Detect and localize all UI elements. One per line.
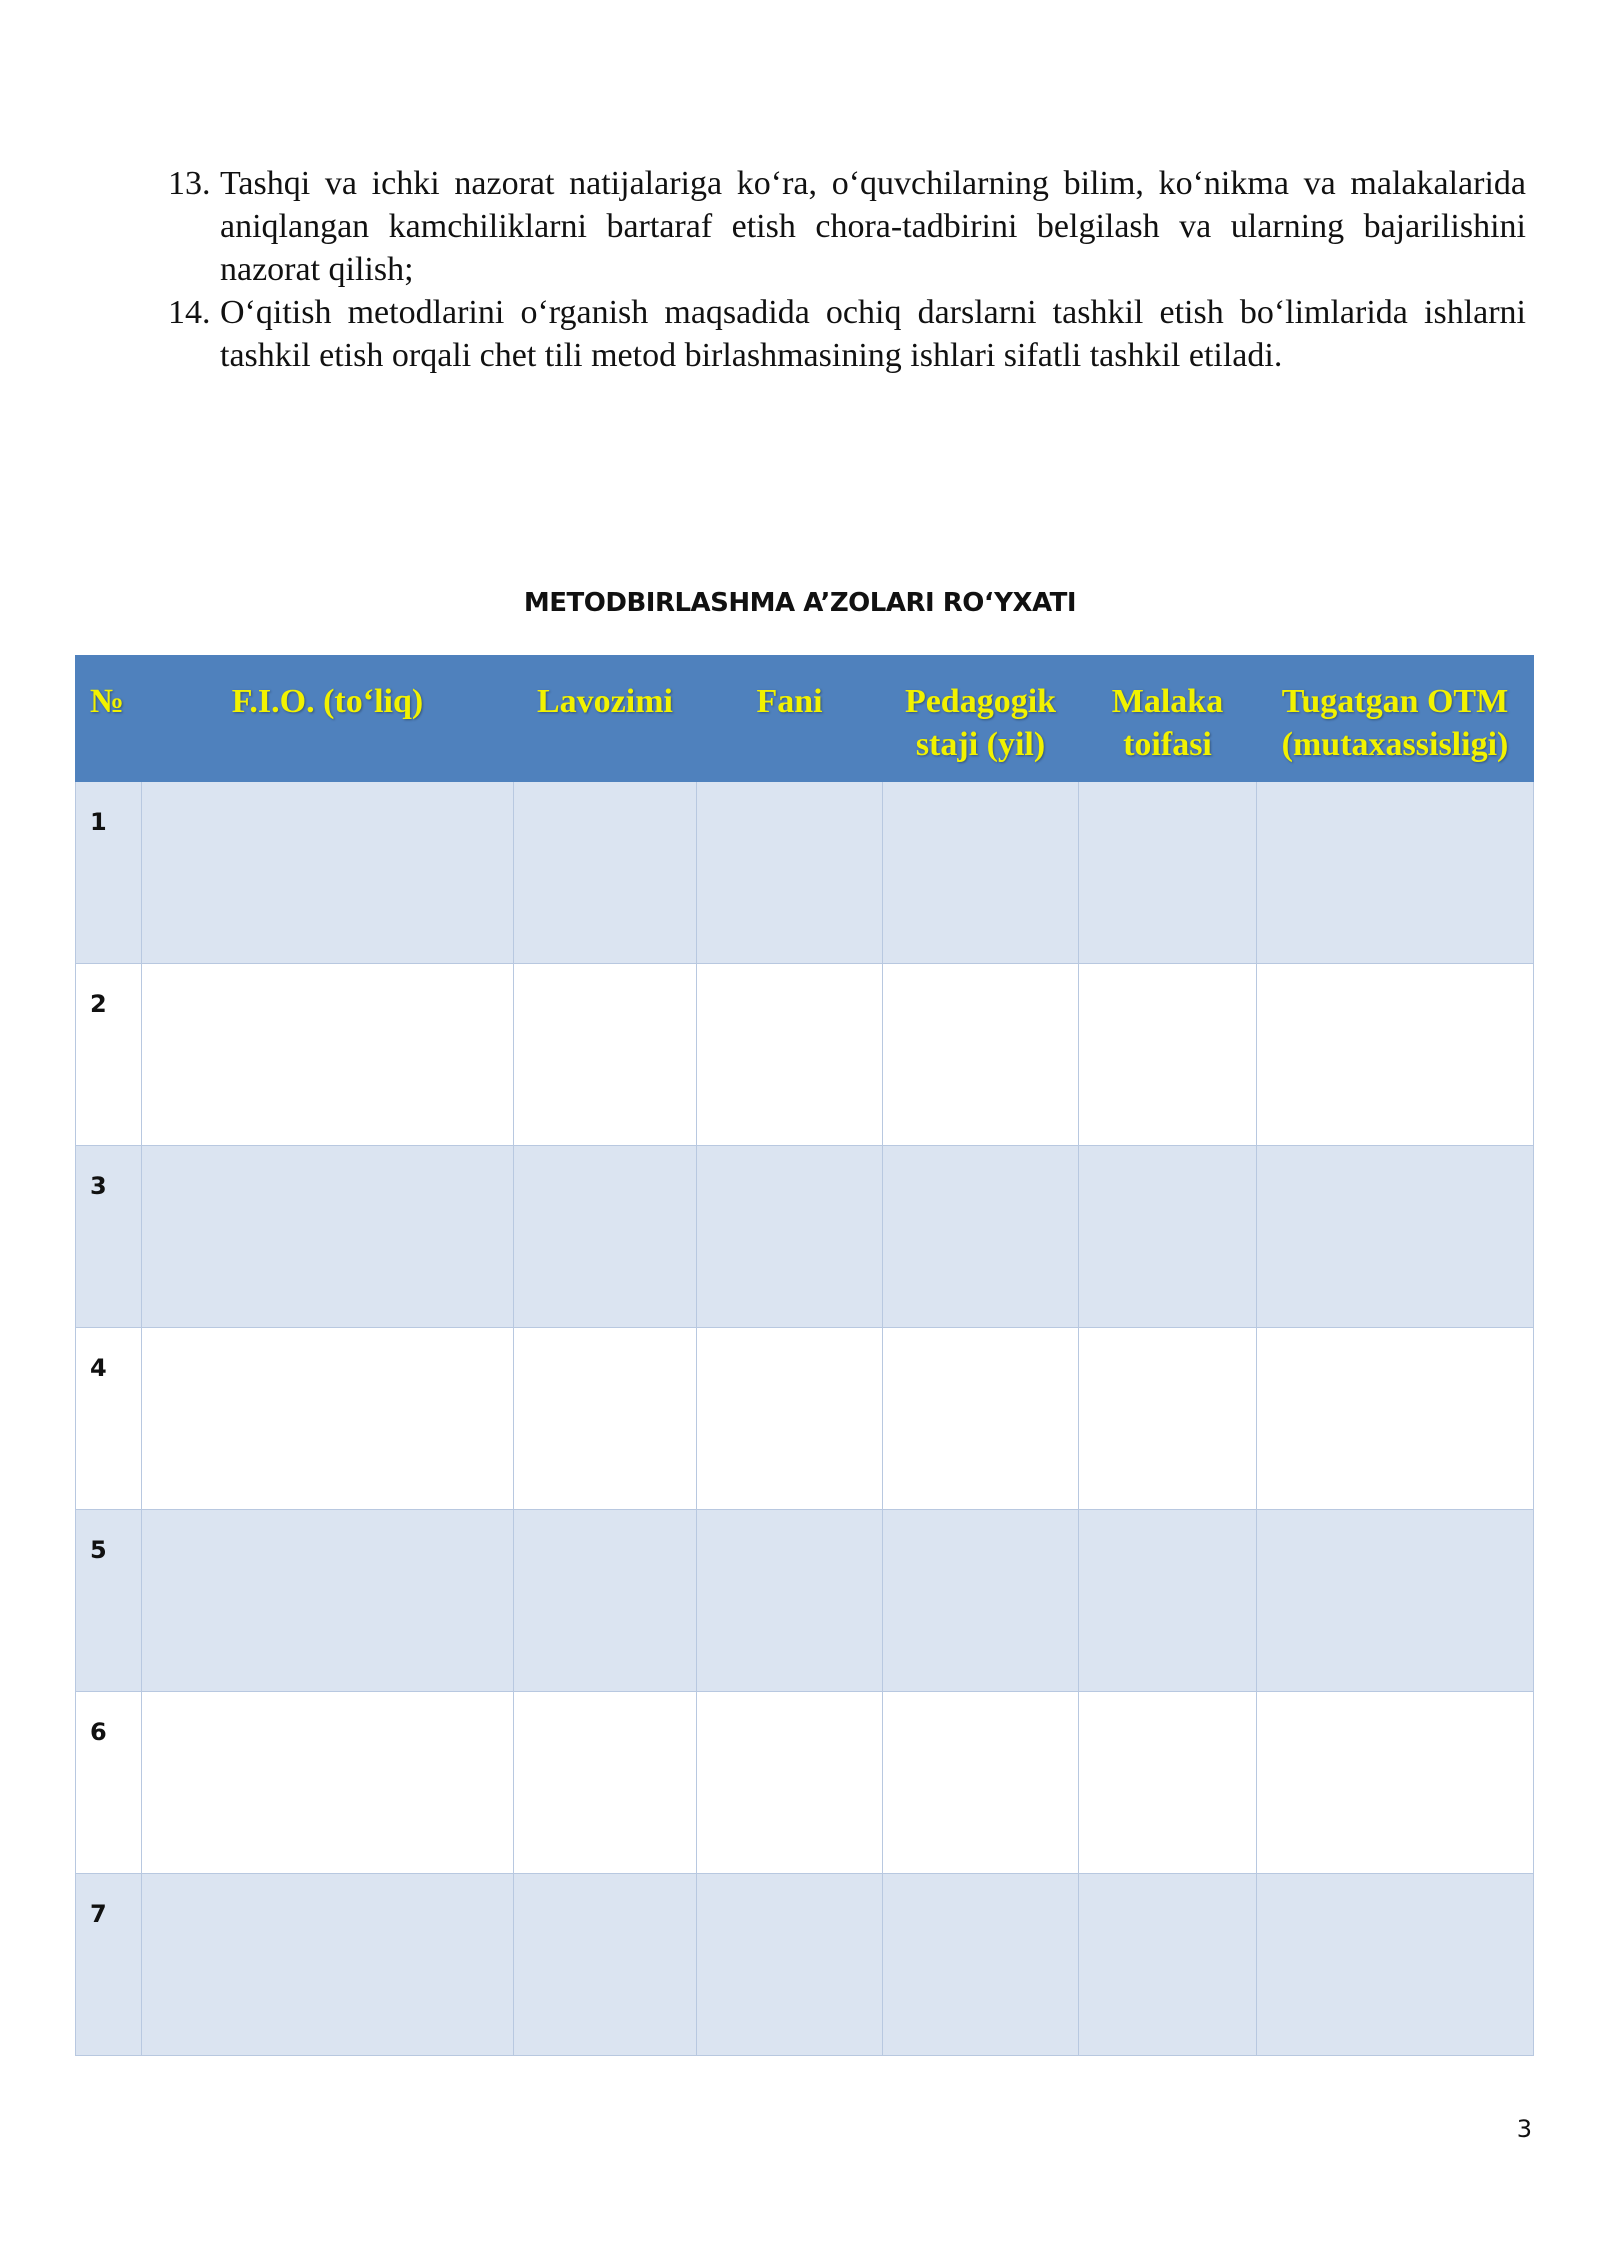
header-category: Malaka toifasi bbox=[1079, 656, 1257, 782]
category-cell[interactable] bbox=[1079, 1510, 1257, 1692]
members-table bbox=[75, 655, 1534, 2056]
list-item-text: O‘qitish metodlarini o‘rganish maqsadida ochiq darslarni tashkil etish bo‘limlarida ishlarni tashkil etish orqali chet tili metod birlashmasining ishlari sifatli tashkil etiladi. bbox=[220, 294, 1526, 374]
experience-cell[interactable] bbox=[883, 964, 1079, 1146]
position-cell[interactable] bbox=[514, 782, 697, 964]
header-university: Tugatgan OTM (mutaxassisligi) bbox=[1257, 656, 1534, 782]
position-cell[interactable] bbox=[514, 1510, 697, 1692]
university-cell[interactable] bbox=[1257, 1146, 1534, 1328]
list-item bbox=[168, 291, 1526, 377]
table-row bbox=[76, 1874, 1534, 2056]
row-number: 4 bbox=[76, 1328, 142, 1510]
subject-cell[interactable] bbox=[697, 1692, 883, 1874]
subject-cell[interactable] bbox=[697, 1874, 883, 2056]
subject-cell[interactable] bbox=[697, 782, 883, 964]
university-cell[interactable] bbox=[1257, 1510, 1534, 1692]
row-number: 3 bbox=[76, 1146, 142, 1328]
fio-cell[interactable] bbox=[142, 1510, 514, 1692]
position-cell[interactable] bbox=[514, 964, 697, 1146]
table-row bbox=[76, 1692, 1534, 1874]
numbered-list bbox=[168, 162, 1526, 377]
table-header-row bbox=[76, 656, 1534, 782]
fio-cell[interactable] bbox=[142, 782, 514, 964]
university-cell[interactable] bbox=[1257, 964, 1534, 1146]
fio-cell[interactable] bbox=[142, 964, 514, 1146]
list-item bbox=[168, 162, 1526, 291]
experience-cell[interactable] bbox=[883, 1692, 1079, 1874]
list-item-number: 13. bbox=[168, 165, 211, 202]
category-cell[interactable] bbox=[1079, 964, 1257, 1146]
header-fio: F.I.O. (to‘liq) bbox=[142, 656, 514, 782]
table-row bbox=[76, 964, 1534, 1146]
table-row bbox=[76, 1510, 1534, 1692]
subject-cell[interactable] bbox=[697, 964, 883, 1146]
table-row bbox=[76, 1146, 1534, 1328]
row-number: 6 bbox=[76, 1692, 142, 1874]
experience-cell[interactable] bbox=[883, 782, 1079, 964]
fio-cell[interactable] bbox=[142, 1692, 514, 1874]
university-cell[interactable] bbox=[1257, 1692, 1534, 1874]
experience-cell[interactable] bbox=[883, 1146, 1079, 1328]
header-subject: Fani bbox=[697, 656, 883, 782]
page-number: 3 bbox=[1516, 2115, 1532, 2143]
table-row bbox=[76, 782, 1534, 964]
header-number: № bbox=[76, 656, 142, 782]
row-number: 2 bbox=[76, 964, 142, 1146]
category-cell[interactable] bbox=[1079, 1328, 1257, 1510]
university-cell[interactable] bbox=[1257, 1328, 1534, 1510]
position-cell[interactable] bbox=[514, 1692, 697, 1874]
category-cell[interactable] bbox=[1079, 1692, 1257, 1874]
position-cell[interactable] bbox=[514, 1328, 697, 1510]
table-row bbox=[76, 1328, 1534, 1510]
university-cell[interactable] bbox=[1257, 782, 1534, 964]
list-item-text: Tashqi va ichki nazorat natijalariga ko‘ra, o‘quvchilarning bilim, ko‘nikma va malakalarida aniqlangan kamchiliklarni bartaraf etish chora-tadbirini belgilash va ularning bajarilishini nazorat qilish; bbox=[220, 165, 1526, 288]
row-number: 5 bbox=[76, 1510, 142, 1692]
fio-cell[interactable] bbox=[142, 1146, 514, 1328]
subject-cell[interactable] bbox=[697, 1146, 883, 1328]
category-cell[interactable] bbox=[1079, 1874, 1257, 2056]
row-number: 1 bbox=[76, 782, 142, 964]
experience-cell[interactable] bbox=[883, 1328, 1079, 1510]
position-cell[interactable] bbox=[514, 1874, 697, 2056]
table-title: METODBIRLASHMA A’ZOLARI RO‘YXATI bbox=[523, 588, 1077, 618]
category-cell[interactable] bbox=[1079, 782, 1257, 964]
position-cell[interactable] bbox=[514, 1146, 697, 1328]
fio-cell[interactable] bbox=[142, 1874, 514, 2056]
university-cell[interactable] bbox=[1257, 1874, 1534, 2056]
row-number: 7 bbox=[76, 1874, 142, 2056]
header-position: Lavozimi bbox=[514, 656, 697, 782]
subject-cell[interactable] bbox=[697, 1510, 883, 1692]
experience-cell[interactable] bbox=[883, 1510, 1079, 1692]
list-item-number: 14. bbox=[168, 294, 211, 331]
subject-cell[interactable] bbox=[697, 1328, 883, 1510]
experience-cell[interactable] bbox=[883, 1874, 1079, 2056]
fio-cell[interactable] bbox=[142, 1328, 514, 1510]
category-cell[interactable] bbox=[1079, 1146, 1257, 1328]
header-experience: Pedagogik staji (yil) bbox=[883, 656, 1079, 782]
